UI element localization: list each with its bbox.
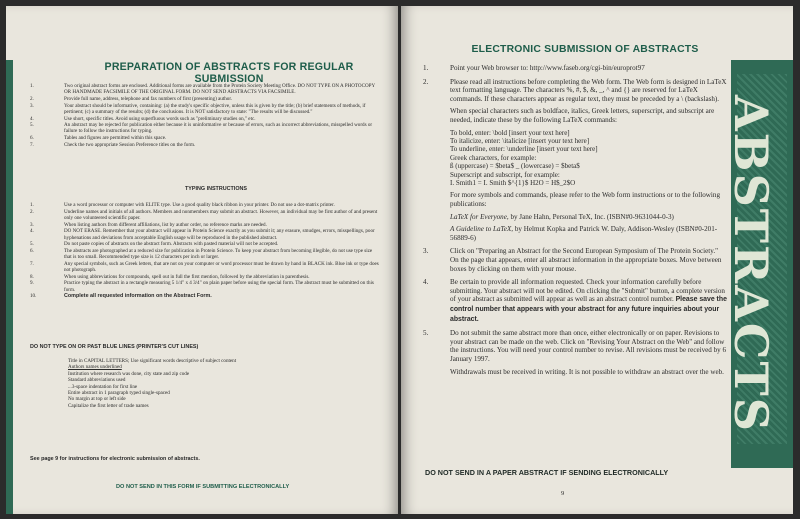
template-line: Title in CAPITAL LETTERS; Use significant words descriptive of subject content (68, 358, 237, 364)
right-footer-warning: DO NOT SEND IN A PAPER ABSTRACT IF SENDING ELECTRONICALLY (425, 468, 669, 477)
list-item: 1. Point your Web browser to: http://www.faseb.org/cgi-bin/europrot97 (423, 64, 645, 72)
template-line: Standard abbreviations used (68, 377, 126, 384)
list-item: 6. Tables and figures are permitted within this space. (30, 135, 167, 142)
web-address-text: Point your Web browser to: http://www.faseb.org/cgi-bin/europrot97 (450, 64, 645, 72)
list-item: 7. Check the two appropriate Session Preference titles on the form. (30, 141, 196, 148)
typing-instructions-heading: TYPING INSTRUCTIONS (185, 186, 247, 192)
list-item: 3. When listing authors from different affiliations, list by author order, no reference marks are needed. (30, 221, 267, 228)
right-page-heading: ELECTRONIC SUBMISSION OF ABSTRACTS (471, 44, 699, 55)
blue-lines-warning: DO NOT TYPE ON OR PAST BLUE LINES (PRINTER'S CUT LINES) (30, 344, 199, 350)
list-item: 5. Do not paste copies of abstracts on the abstract form. Abstracts with pasted material will not be accepted. (30, 241, 279, 248)
list-item: 4. Use short, specific titles. Avoid using superfluous words such as "preliminary studies on," etc. (30, 115, 256, 122)
typing-list (30, 202, 380, 300)
list-item: 9. Practice typing the abstract in a rectangle measuring 5 1/4" x 4 3/4" on plain paper before using the special form. The abstract must be submitted on this form. (30, 280, 374, 293)
list-item: 1. Two original abstract forms are enclosed. Additional forms are available from the Protein Society Meeting Office. DO NOT TYPE ON A PHOTOCOPY OR HANDMADE FACSIMILE OF THE ORIGINAL FORM. DO NOT SEND ABSTRACTS VIA FACSIMILE. (30, 83, 376, 96)
latex-examples: To bold, enter: \bold [insert your text here] To italicize, enter: \italicize [insert your text here] To underline, enter: \underline [insert your text here] Greek characters, for example: ß (uppercase) = $beta$ _ (lowercase) = $beta$ Superscript and subscript, for example: I. Smith1 = I. Smith $^{1}$ H2O = H$_2$O (450, 128, 598, 187)
template-line: ...3-space indentation for first line (68, 383, 138, 390)
reference-2: A Guideline to LaTeX, by Helmut Kopka and Patrick W. Daly, Addison-Wesley (ISBN#0-201-56889-6) (450, 225, 718, 242)
preparation-list (30, 83, 380, 149)
abstracts-side-word: ABSTRACTS (724, 94, 778, 434)
left-page (6, 6, 398, 514)
template-line: Entire abstract in 1 paragraph typed single-spaced (68, 390, 170, 397)
list-item: 2. Please read all instructions before completing the Web form. The Web form is designed in LaTeX text formatting language. The characters %, #, $, &, _, ^ and {} are reserved for LaTeX commands. If these characters appear as regular text, they must be preceded by a \ (backslash). When special characters such as boldface, italics, Greek letters, superscript, and subscript are needed, indicate these by the following LaTeX commands: To bold, enter: \bold [insert your text here] To italicize, enter: \italicize [insert your text here] To underline, enter: \underline [insert your text here] Greek characters, for example: ß (uppercase) = $beta$ _ (lowercase) = $beta$ Superscript and subscript, for example: I. Smith1 = I. Smith $^{1}$ H2O = H$_2$O For more symbols and commands, please refer to the Web form instructions or to the following publications: LaTeX for Everyone, by Jane Hahn, Personal TeX, Inc. (ISBN#0-9631044-0-3) A Guideline to LaTeX, by Helmut Kopka and Patrick W. Daly, Addison-Wesley (ISBN#0-201-56889-6) (423, 77, 727, 242)
left-footer-warning: DO NOT SEND IN THIS FORM IF SUBMITTING ELECTRONICALLY (116, 484, 290, 490)
list-item: 5. Do not submit the same abstract more than once, either electronically or on paper. Revisions to your abstract can be made on the web. Click on "Revising Your Abstract on the Web" and follow the instructions. You will need your control number to revise. All revisions must be received by 6 January 1997. Withdrawals must be received in writing. It is not possible to withdraw an abstract over the web. (423, 329, 727, 376)
list-item: 4. DO NOT ERASE. Remember that your abstract will appear in Protein Science exactly as you submit it; any erasure, smudges, errors, misspellings, poor hyphenations and deviations from acceptable English usage will be reproduced in the published abstract. (30, 228, 375, 241)
list-item: 2. Provide full name, address, telephone and fax numbers of first (presenting) author. (30, 95, 233, 102)
list-item: 4. Be certain to provide all information requested. Check your information carefully before submitting. Your abstract will not be edited. On clicking the "Submit" button, a complete version of your abstract as submitted will appear as well as an abstract control number. Please save the control number that appears with your abstract for any future inquiries about your abstract. (423, 278, 727, 323)
list-item: 8. When using abbreviations for compounds, spell out in full the first mention, followed by the abbreviation in parenthesis. (30, 273, 310, 280)
left-page-heading: PREPARATION OF ABSTRACTS FOR REGULAR SUBMISSION (104, 61, 354, 85)
template-line: Capitalize the first letter of trade names (68, 402, 149, 409)
right-page (401, 6, 793, 514)
list-item: 3. Your abstract should be informative, containing: (a) the study's specific objective, unless this is given by the title; (b) brief statements of methods, if pertinent; (c) a summary of the results; (d) the conclusions. It is NOT satisfactory to state: "The results will be discussed." (30, 102, 366, 115)
list-item: 1. Use a word processor or computer with ELITE type. Use a good quality black ribbon in your printer. Do not use a dot-matrix printer. (30, 202, 335, 208)
template-line: No margin at top or left side (68, 396, 126, 403)
electronic-steps-list (423, 64, 727, 381)
list-item: 7. Any special symbols, such as Greek letters, that are not on your computer or word processor must be drawn by hand in BLACK ink. Blue ink or type does not photograph. (30, 260, 379, 274)
page-number: 9 (561, 490, 565, 497)
list-item: 10. Complete all requested information on the Abstract Form. (30, 293, 212, 300)
list-item: 5. An abstract may be rejected for publication either because it is uninformative or because of errors, such as incorrect abbreviations, misspelled words or failure to follow the instructions for typing. (30, 122, 373, 135)
green-edge-stripe (6, 60, 13, 514)
abstract-template-lines (68, 358, 368, 409)
reference-1: LaTeX for Everyone, by Jane Hahn, Personal TeX, Inc. (ISBN#0-9631044-0-3) (450, 212, 674, 221)
template-line: Authors names underlined (68, 364, 122, 371)
list-item: 6. The abstracts are photographed at a reduced size for publication in Protein Science. To keep your abstract from becoming illegible, do not use type size that is too small. Recommended type size is 12 characters per inch or larger. (30, 247, 373, 261)
list-item: 3. Click on "Preparing an Abstract for the Second European Symposium of The Protein Society." On the page that appears, enter all abstract information in the appropriate boxes. Move between boxes by clicking on them with your mouse. (423, 247, 722, 273)
list-item: 2. Underline names and initials of all authors. Members and nonmembers may submit an abstract. However, an individual may be first author of and present only one volunteered scientific paper. (30, 208, 378, 221)
template-line: Institution where research was done, city state and zip code (68, 370, 190, 377)
see-page-note: See page 9 for instructions for electronic submission of abstracts. (30, 456, 200, 462)
